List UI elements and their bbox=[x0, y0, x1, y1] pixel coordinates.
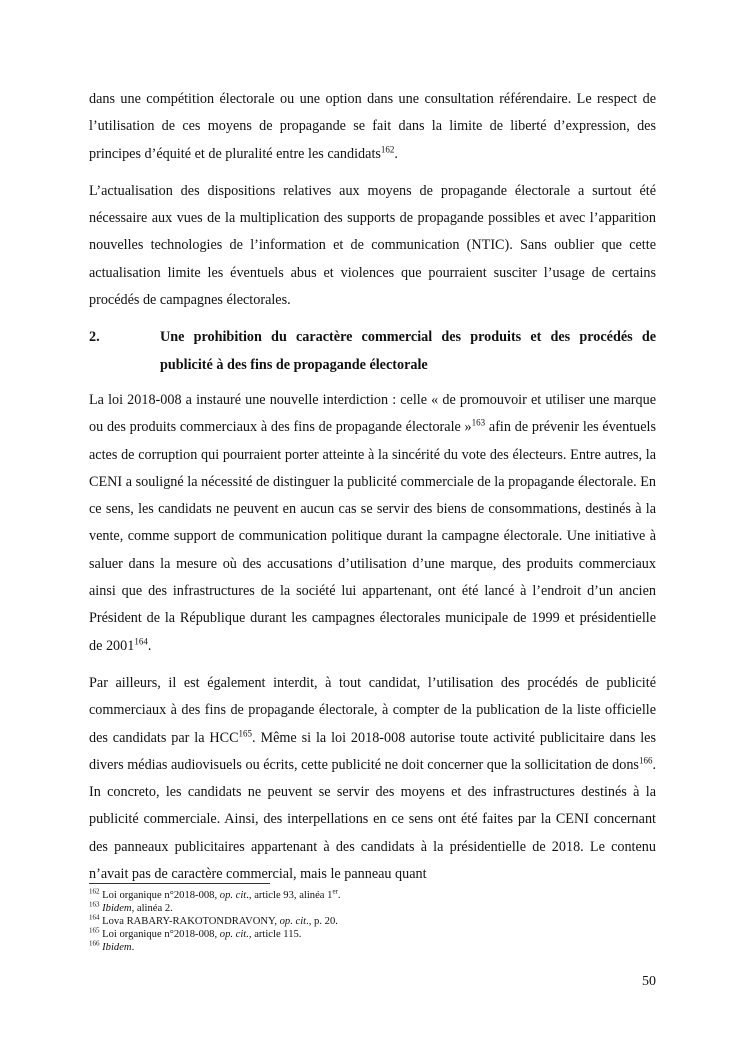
footnote-ref-165: 165 bbox=[238, 727, 253, 738]
paragraph-2: L’actualisation des dispositions relatives aux moyens de propagande électorale a surtout été nécessaire aux vues de la multiplication des supports de propagande possibles et avec l’apparition nouvelles technologies de l’information et de communication (NTIC). Sans oublier que cette actualisation limite les éventuels abus et violences que pourraient susciter l’usage de certains procédés de campagnes électorales. bbox=[89, 182, 656, 309]
page-body bbox=[89, 86, 656, 888]
footnote-ref-162: 162 bbox=[380, 143, 395, 154]
footnote-separator bbox=[89, 883, 270, 884]
footnotes bbox=[89, 889, 656, 954]
footnote-ref-163: 163 bbox=[471, 417, 486, 428]
paragraph-3: La loi 2018-008 a instauré une nouvelle interdiction : celle « de promouvoir et utiliser une marque ou des produits commerciaux à des fins de propagande électorale »$^{163}$ afin de prévenir les éventuels actes de corruption qui pourraient porter atteinte à la sincérité du vote des électeurs. Entre autres, la CENI a souligné la nécessité de distinguer la publicité commerciale de la propagande électorale. En ce sens, les candidats ne peuvent en aucun cas se servir des biens de consommations, destinés à la vente, comme support de communication politique durant la campagne électorale. Une initiative à saluer dans la mesure où des accusations d’utilisation d’une marque, des produits commerciaux ainsi que des infrastructures de la société lui appartenant, ont été lancé à l’endroit d’un ancien Président de la République durant les campagnes électorales municipale de 1999 et présidentielle de 2001$^{164}$. bbox=[89, 391, 656, 654]
footnote: $^{165}$ Loi organique n°2018-008, op. cit., article 115. bbox=[89, 926, 302, 940]
footnote: $^{163}$ Ibidem, alinéa 2. bbox=[89, 900, 173, 914]
section-title: Une prohibition du caractère commercial des produits et des procédés de publicité à des fins de propagande électorale bbox=[160, 329, 656, 373]
footnote-ref-164: 164 bbox=[134, 635, 148, 646]
section-number: 2. bbox=[89, 329, 100, 346]
footnote: $^{164}$ Lova RABARY-RAKOTONDRAVONY, op. cit., p. 20. bbox=[89, 913, 338, 927]
footnote: $^{162}$ Loi organique n°2018-008, op. cit., article 93, alinéa 1er. bbox=[89, 887, 341, 901]
paragraph-4: Par ailleurs, il est également interdit, à tout candidat, l’utilisation des procédés de publicité commerciaux à des fins de propagande électorale, à compter de la publication de la liste officielle des candidats par la HCC$^{165}$. Même si la loi 2018-008 autorise toute activité publicitaire dans les divers médias audiovisuels ou écrits, cette publicité ne doit concerner que la sollicitation de dons$^{166}$. In concreto, les candidats ne peuvent se servir des moyens et des infrastructures destinés à la publicité commerciale. Ainsi, des interpellations en ce sens ont été faites par la CENI concernant des panneaux publicitaires appartenant à des candidats à la présidentielle de 2018. Le contenu n’avait pas de caractère commercial, mais le panneau quant bbox=[89, 674, 656, 883]
page-number: 50 bbox=[642, 974, 656, 989]
footnote: $^{166}$ Ibidem. bbox=[89, 939, 135, 953]
section-heading bbox=[89, 324, 656, 379]
paragraph-1: dans une compétition électorale ou une option dans une consultation référendaire. Le respect de l’utilisation de ces moyens de propagande se fait dans la limite de liberté d’expression, des principes d’équité et de pluralité entre les candidats$^{162}$. bbox=[89, 91, 656, 162]
footnote-ref-166: 166 bbox=[638, 755, 653, 766]
